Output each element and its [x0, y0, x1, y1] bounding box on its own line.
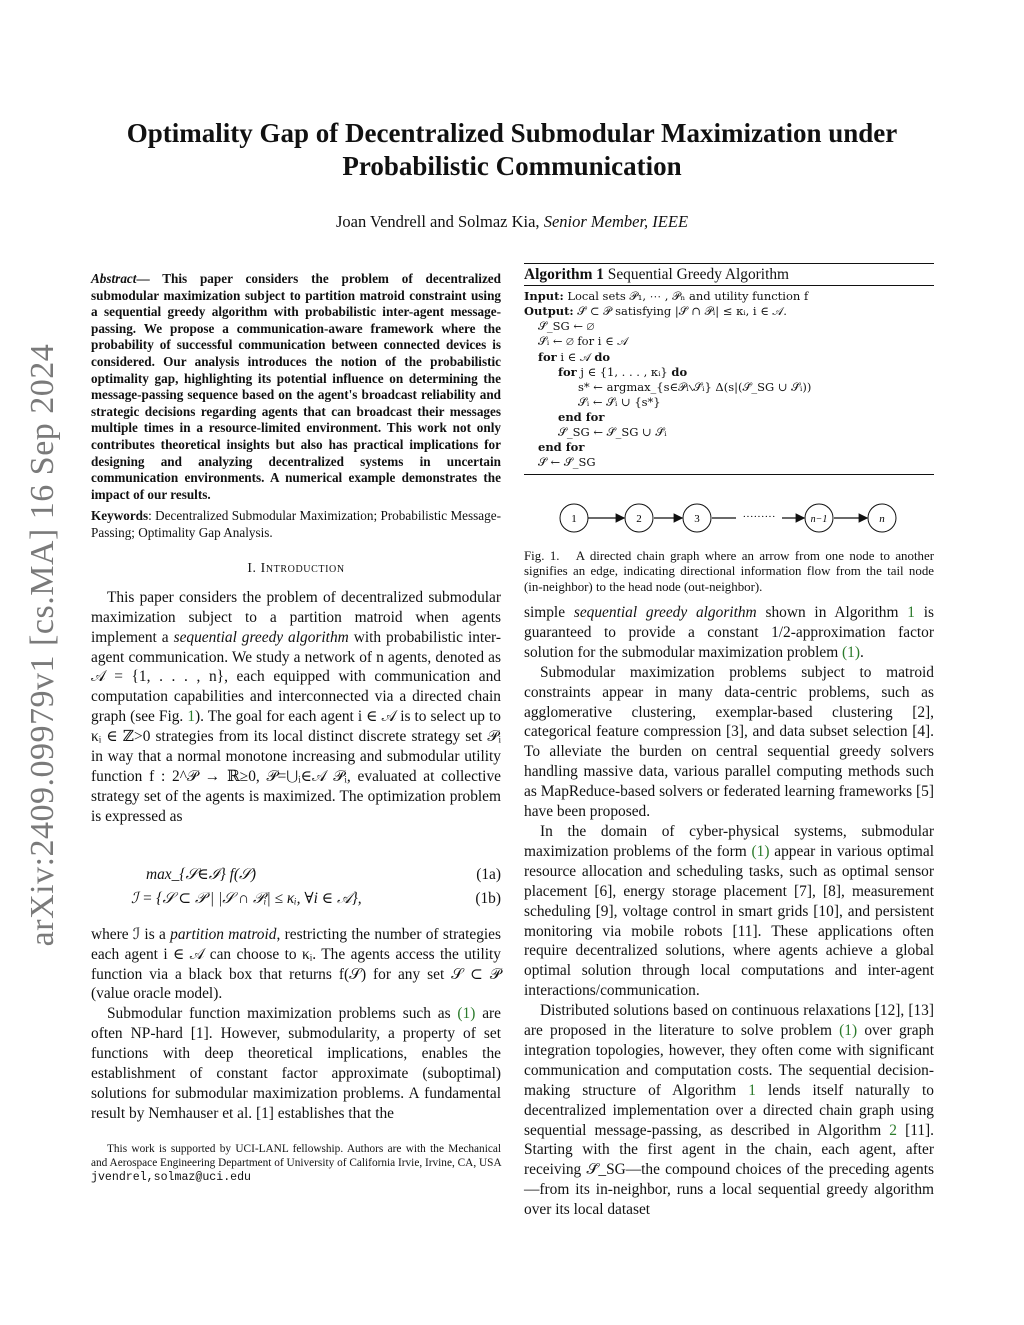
algorithm-title: Algorithm 1 Sequential Greedy Algorithm	[524, 264, 934, 286]
intro-paragraph-1: This paper considers the problem of decentralized submodular maximization subject to a partition matroid when agents implement a sequential greedy algorithm with probabilistic inter-agent communication. We study a network of n agents, denoted as 𝒜 = {1, . . . , n}, each equipped with communication and computation capabilities and interconnected via a directed chain graph (see Fig. 1). The goal for each agent i ∈ 𝒜 is to select up to κᵢ ∈ ℤ>0 strategies from its local distinct discrete strategy set 𝒫ᵢ in way that a normal monotone increasing and submodular utility function f : 2^𝒫 → ℝ≥0, 𝒫=⋃ᵢ∈𝒜 𝒫ᵢ, evaluated at collective strategy set of the agents is maximized. The optimization problem is expressed as	[91, 588, 501, 825]
algo-ref-link[interactable]: 1	[748, 1081, 756, 1099]
eq-ref-link[interactable]: (1)	[457, 1005, 476, 1023]
right-column	[524, 603, 934, 1220]
author-line: Joan Vendrell and Solmaz Kia, Senior Member, IEEE	[335, 212, 689, 231]
algo-ref-link[interactable]: 2	[889, 1121, 897, 1139]
chain-graph-figure	[524, 498, 934, 538]
eq-ref-link[interactable]: (1)	[751, 842, 770, 860]
paper-title: Optimality Gap of Decentralized Submodular Maximization under Probabilistic Communication	[126, 118, 898, 181]
node-label-n: n	[879, 513, 885, 525]
algorithm-body: Input: Local sets 𝒫₁, ⋯ , 𝒫ₙ and utility function f Output: 𝒮̄ ⊂ 𝒫 satisfying |𝒮̄ ∩ 𝒫ᵢ| ≤ κᵢ, i ∈ 𝒜. 𝒮̄_SG ← ∅ 𝒮̄ᵢ ← ∅ for i ∈ 𝒜 for i ∈ 𝒜 do for j ∈ {1, . . . , κᵢ} do s* ← argmax_{s∈𝒫ᵢ∖𝒮̄ᵢ} Δ(s|(𝒮̄_SG ∪ 𝒮̄ᵢ)) 𝒮̄ᵢ ← 𝒮̄ᵢ ∪ {s*} end for 𝒮̄_SG ← 𝒮̄_SG ∪ 𝒮̄ᵢ end for 𝒮̄ ← 𝒮̄_SG	[524, 286, 934, 475]
right-paragraph-1: Submodular maximization problems subject to matroid constraints appear in many data-centric problems, such as agglomerative clustering, exemplar-based clustering [2], categorical feature compression [3], and data subset selection [4]. To alleviate the burden on central sequential greedy solvers handling massive data, various parallel computing methods such as MapReduce-based solvers or federated learning frameworks [5] have been proposed.	[524, 663, 934, 821]
eq-ref-link[interactable]: (1)	[842, 643, 860, 661]
node-label-1: 1	[571, 513, 577, 525]
arxiv-stamp: arXiv:2409.09979v1 [cs.MA] 16 Sep 2024	[23, 343, 61, 947]
equation-1b: ℐ = {𝒮 ⊂ 𝒫 | |𝒮 ∩ 𝒫ᵢ| ≤ κᵢ, ∀i ∈ 𝒜}, (1b)	[131, 889, 501, 907]
algo-ref-link[interactable]: 1	[907, 604, 915, 621]
node-label-n-1: n−1	[810, 514, 828, 525]
right-paragraph-2: In the domain of cyber-physical systems, submodular maximization problems of the form (1) appear in various optimal resource allocation and scheduling tasks, such as optimal sensor placement [6], energy storage placement [7], [8], measurement scheduling [9], voltage control in smart grids [10], and persistent monitoring via mobile robots [11]. These applications often require decentralized solutions, where agents achieve a global optimal solution through local computations and inter-agent interactions/communication.	[524, 822, 935, 1000]
node-label-2: 2	[636, 513, 642, 525]
node-label-3: 3	[694, 513, 700, 525]
equation-1a: max_{𝒮∈ℐ} f(𝒮) (1a)	[146, 865, 501, 883]
section-heading: I. Introduction	[247, 559, 345, 575]
right-paragraph-0: simple sequential greedy algorithm shown in Algorithm 1 is guaranteed to provide a constant 1/2-approximation factor solution for the submodular maximization problem (1).	[524, 604, 934, 661]
eq-ref-link[interactable]: (1)	[839, 1022, 858, 1040]
algorithm-box	[524, 263, 934, 475]
right-paragraph-3: Distributed solutions based on continuous relaxations [12], [13] are proposed in the literature to solve problem (1) over graph integration topologies, however, they often come with significant communication and computation costs. The sequential decision-making structure of Algorithm 1 lends itself naturally to decentralized implementation over a directed chain graph using sequential message-passing, as described in Algorithm 2 [11]. Starting with the first agent in the chain, each agent, after receiving 𝒮̄_SG—the compound choices of the preceding agents—from its in-neighbor, runs a local sequential greedy algorithm over its local dataset	[524, 1002, 934, 1219]
left-column	[91, 271, 501, 1185]
footnote: This work is supported by UCI-LANL fellowship. Authors are with the Mechanical and Aerospace Engineering Department of University of California Irvie, Irvine, CA, USA jvendrel,solmaz@uci.edu	[91, 1142, 501, 1184]
intro-paragraph-2: where ℐ is a partition matroid, restricting the number of strategies each agent i ∈ 𝒜 can choose to κᵢ. The agents access the utility function via a black box that returns f(𝒮) for any set 𝒮 ⊂ 𝒫 (value oracle model).	[91, 925, 501, 1003]
node-dots: ·········	[742, 511, 776, 523]
intro-paragraph-3: Submodular function maximization problems such as (1) are often NP-hard [1]. However, submodularity, a property of set functions with deep theoretical implications, enables the establishment of constant factor approximate (suboptimal) solutions for submodular maximization problems. A fundamental result by Nemhauser et al. [1] establishes that the	[91, 1005, 501, 1122]
fig-ref-link[interactable]: 1	[187, 708, 196, 726]
abstract: Abstract— This paper considers the problem of decentralized submodular maximization subject to partition matroid constraint using a sequential greedy algorithm with probabilistic inter-agent message-passing. We propose a communication-aware framework where the probability of successful communication between connected devices is considered. Our analysis introduces the notion of the probabilistic optimality gap, highlighting its potential influence on determining the message-passing sequence based on the agent's broadcast reliability and strategic decisions regarding agents that can broadcast their messages multiple times in a resource-limited environment. This work not only contributes theoretical insights but also has practical implications for designing and analyzing decentralized systems in uncertain communication environments. A numerical example demonstrates the impact of our results.	[91, 271, 501, 502]
keywords: Keywords: Decentralized Submodular Maximization; Probabilistic Message-Passing; Optimality Gap Analysis.	[91, 508, 501, 541]
figure-caption: Fig. 1. A directed chain graph where an arrow from one node to another signifies an edge, indicating directional information flow from the tail node (in-neighbor) to the head node (out-neighbor).	[524, 549, 934, 594]
